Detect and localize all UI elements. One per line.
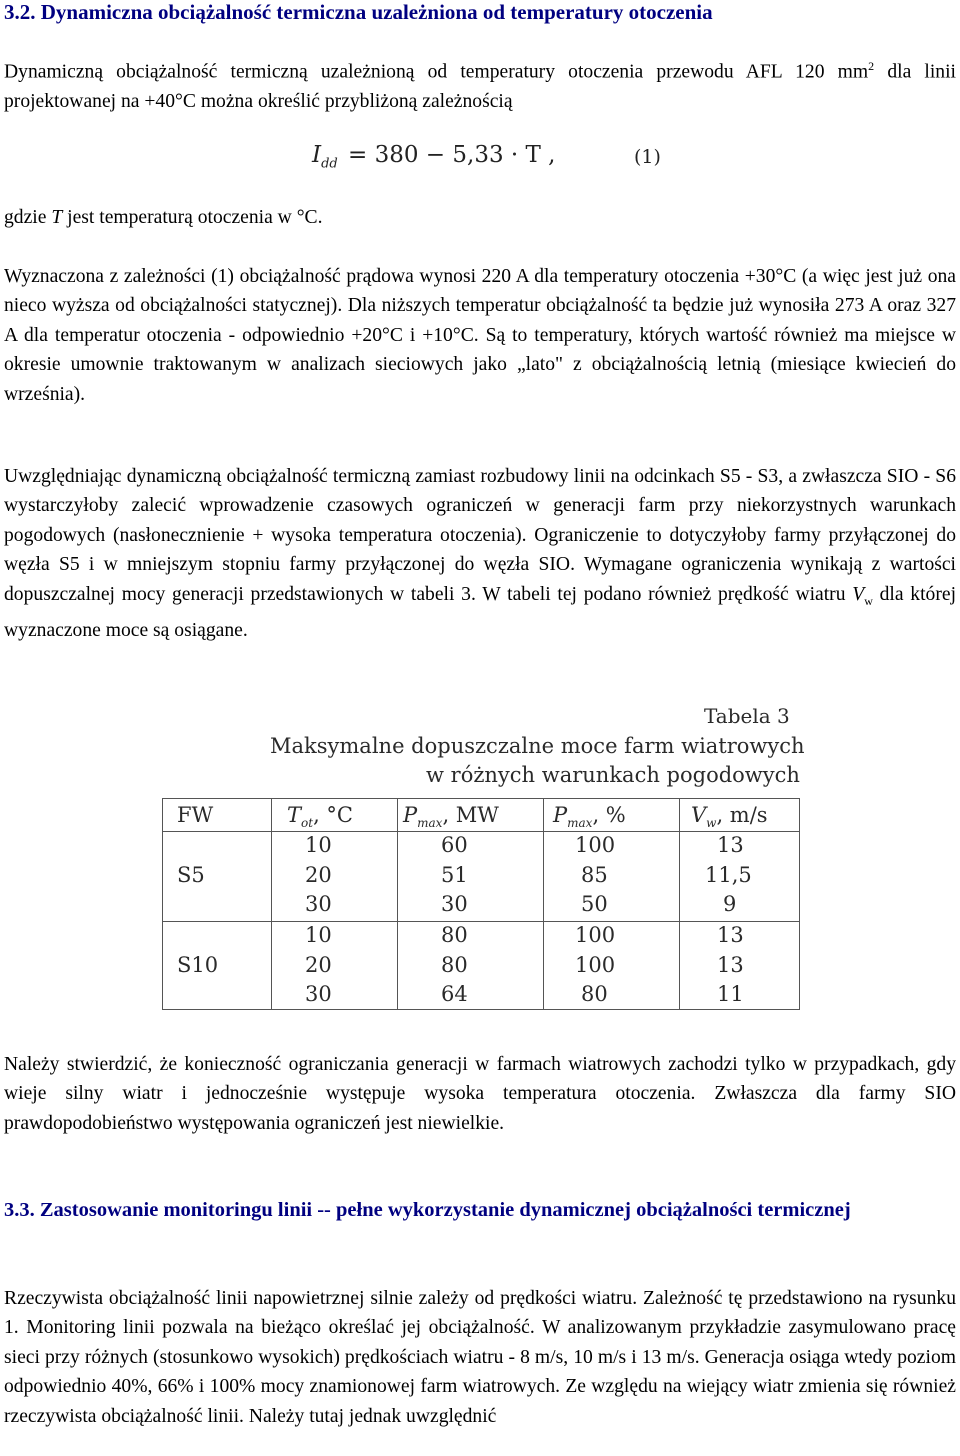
table-cell: 30 xyxy=(305,982,332,1006)
paragraph-text: Dynamiczną obciążalność termiczną uzależnioną od temperatury otoczenia przewodu AFL 120 mm xyxy=(4,61,869,83)
table-cell: 50 xyxy=(581,892,608,916)
table-cell: 64 xyxy=(441,982,468,1006)
formula-symbol: I xyxy=(312,142,322,168)
column-header-pmax-mw: $P_{max}$, MW xyxy=(403,803,499,831)
group-label-s10: S10 xyxy=(177,953,219,977)
table-caption: Maksymalne dopuszczalne moce farm wiatrowych xyxy=(270,734,805,758)
column-header-wind-speed: $V_w$, m/s xyxy=(691,803,768,831)
equation-number: (1) xyxy=(634,146,661,168)
column-header-temperature: $T_{ot}$, °C xyxy=(287,803,353,831)
table-cell: 9 xyxy=(723,892,737,916)
paragraph-text: Uwzględniając dynamiczną obciążalność termiczną zamiast rozbudowy linii na odcinkach S5 - S3, a zwłaszcza SIO - S6 wystarczyłoby zalecić wprowadzenie czasowych ograniczeń w generacji farm przy niekorzystnych warunkach pogodowych (nasłonecznienie + wysoka temperatura otoczenia). Ograniczenie to dotyczyłoby farmy przyłączonej do węzła S5 i w mniejszym stopniu farmy przyłączonej do węzła SIO. Wymagane ograniczenia wynikają z wartości dopuszczalnej mocy generacji przedstawionych w tabeli 3. W tabeli tej podano również prędkość wiatru xyxy=(4,466,956,605)
table-cell: 85 xyxy=(581,863,608,887)
table-cell: 20 xyxy=(305,953,332,977)
table-cell: 100 xyxy=(575,833,616,857)
table-label: Tabela 3 xyxy=(704,704,790,728)
table-cell: 51 xyxy=(441,863,468,887)
paragraph-where xyxy=(4,203,956,232)
table-cell: 11 xyxy=(717,982,744,1006)
paragraph-text: dla której wyznaczone moce są osiągane. xyxy=(4,583,957,641)
paragraph-conclusion: Należy stwierdzić, że konieczność ograniczania generacji w farmach wiatrowych zachodzi tylko w przypadkach, gdy wieje silny wiatr i jednocześnie występuje wysoka temperatura otoczenia. Zwłaszcza dla farmy SIO prawdopodobieństwo występowania ograniczeń jest niewielkie. xyxy=(4,1054,956,1134)
variable-subscript: w xyxy=(864,593,873,608)
table-caption: w różnych warunkach pogodowych xyxy=(426,763,800,787)
superscript: 2 xyxy=(868,59,875,73)
column-header-pmax-percent: $P_{max}$, % xyxy=(553,803,626,831)
table-cell: 80 xyxy=(441,923,468,947)
paragraph-monitoring: Rzeczywista obciążalność linii napowietrznej silnie zależy od prędkości wiatru. Zależność tę przedstawiono na rysunku 1. Monitoring linii pozwala na bieżąco określać jej obciążalność. W analizowanym przykładzie zasymulowano pracę sieci przy różnych (stosunkowo wysokich) prędkościach wiatru - 8 m/s, 10 m/s i 13 m/s. Generacja osiąga wtedy poziom odpowiednio 40%, 66% i 100% mocy znamionowej farm wiatrowych. Ze względu na wiejący wiatr zmienia się również rzeczywista obciążalność linii. Należy tutaj jednak uwzględnić xyxy=(4,1288,956,1427)
formula-subscript: dd xyxy=(321,156,338,172)
variable-t: T xyxy=(51,207,63,228)
paragraph-intro xyxy=(4,52,956,116)
variable-v: V xyxy=(852,583,865,605)
table-cell: 80 xyxy=(581,982,608,1006)
section-heading-3-3: 3.3. Zastosowanie monitoringu linii -- pełne wykorzystanie dynamicznej obciążalności termicznej xyxy=(4,1199,851,1221)
paragraph-text: jest temperaturą otoczenia w °C. xyxy=(62,207,323,228)
column-header-fw: FW xyxy=(177,803,214,827)
table-cell: 10 xyxy=(305,923,332,947)
paragraph-generation-limits xyxy=(4,462,956,645)
paragraph-text: dla linii projektowanej na +40°C można określić przybliżoną zależnością xyxy=(4,61,956,112)
formula-lhs xyxy=(312,142,338,172)
paragraph-text: gdzie xyxy=(4,207,52,228)
table-cell: 60 xyxy=(441,833,468,857)
table-cell: 80 xyxy=(441,953,468,977)
table-3 xyxy=(162,798,800,1010)
formula-rhs: = 380 − 5,33 · T , xyxy=(348,142,556,168)
table-cell: 13 xyxy=(717,833,744,857)
table-cell: 30 xyxy=(441,892,468,916)
formula-1 xyxy=(312,140,682,176)
table-cell: 100 xyxy=(575,923,616,947)
table-cell: 11,5 xyxy=(705,863,752,887)
table-cell: 13 xyxy=(717,923,744,947)
group-label-s5: S5 xyxy=(177,863,205,887)
table-cell: 100 xyxy=(575,953,616,977)
paragraph-current-capacity: Wyznaczona z zależności (1) obciążalność prądowa wynosi 220 A dla temperatury otoczenia +30°C (a więc jest już ona nieco wyższa od obciążalności statycznej). Dla niższych temperatur obciążalność ta będzie już wynosiła 273 A oraz 327 A dla temperatur otoczenia - odpowiednio +20°C i +10°C. Są to temperatury, których wartość również ma miejsce w okresie umownie traktowanym w analizach sieciowych jako „lato" z obciążalnością letnią (miesiące kwiecień do września). xyxy=(4,266,956,405)
table-cell: 13 xyxy=(717,953,744,977)
table-cell: 10 xyxy=(305,833,332,857)
section-heading-3-2: 3.2. Dynamiczna obciążalność termiczna uzależniona od temperatury otoczenia xyxy=(4,0,713,24)
table-cell: 20 xyxy=(305,863,332,887)
table-cell: 30 xyxy=(305,892,332,916)
